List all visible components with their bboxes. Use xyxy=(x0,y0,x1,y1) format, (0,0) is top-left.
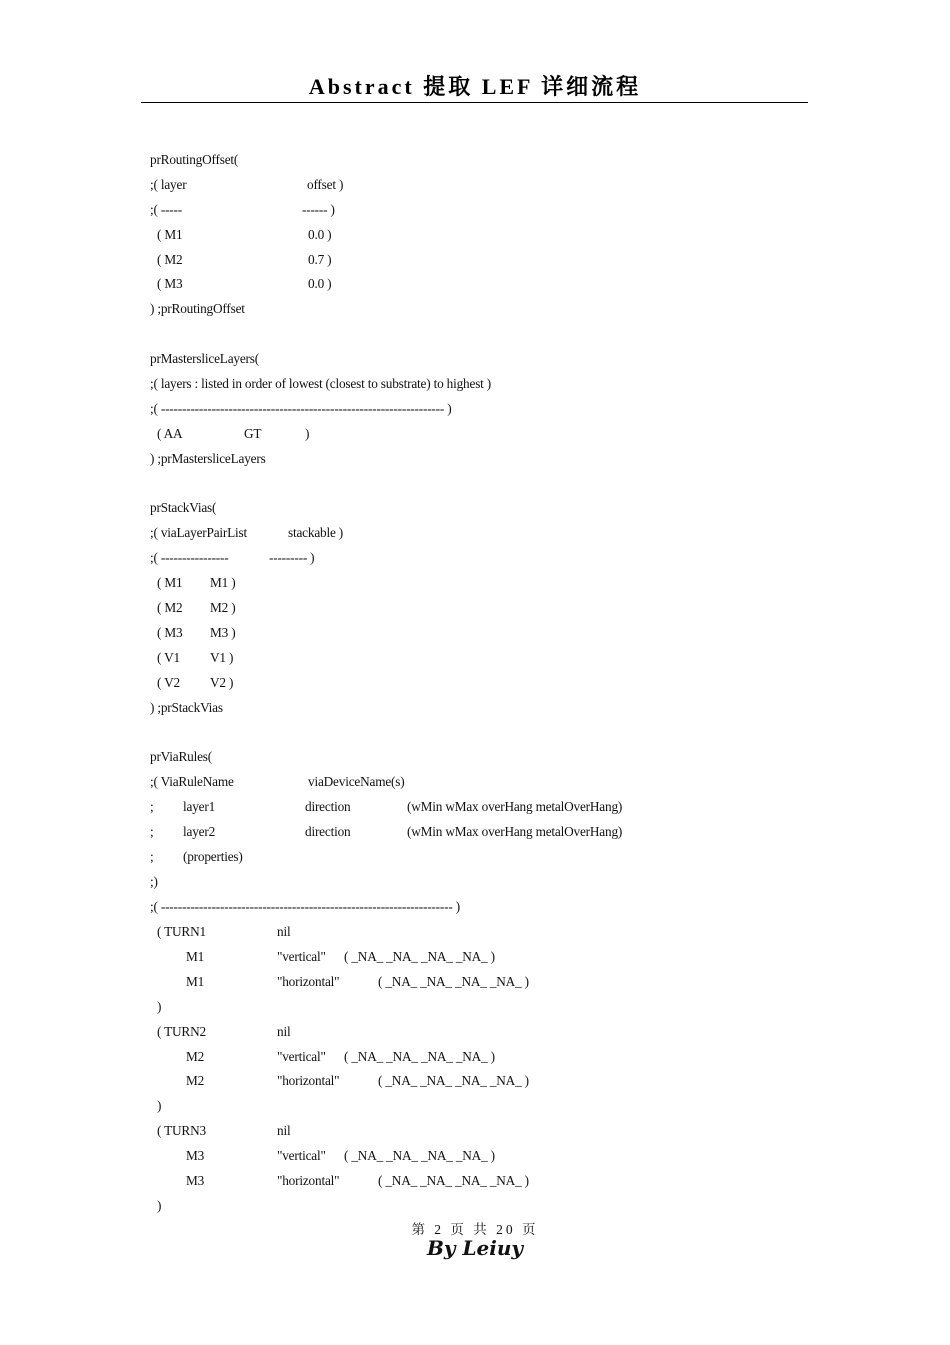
stack-vias-row-b: M3 ) xyxy=(210,625,236,640)
via-rules-open: prViaRules( xyxy=(150,749,212,764)
via-rule-v-vals: ( _NA_ _NA_ _NA_ _NA_ ) xyxy=(344,1148,495,1163)
via-rules-layer1-params: (wMin wMax overHang metalOverHang) xyxy=(407,799,623,814)
stack-vias-head-list: ;( viaLayerPairList xyxy=(150,525,247,540)
masterslice-close: ) ;prMastersliceLayers xyxy=(150,451,266,466)
masterslice-dash: ;( ------------------------------------------------------------------- ) xyxy=(150,401,452,416)
stack-vias-row-a: ( V1 xyxy=(157,650,180,665)
routing-offset-head-offset: offset ) xyxy=(307,177,344,192)
stack-vias-close: ) ;prStackVias xyxy=(150,700,223,715)
stack-vias-dash-1: ;( ---------------- xyxy=(150,550,229,565)
via-rule-name: ( TURN2 xyxy=(157,1024,206,1039)
via-rule-h-vals: ( _NA_ _NA_ _NA_ _NA_ ) xyxy=(378,1173,529,1188)
via-rule-v-layer: M3 xyxy=(186,1148,205,1163)
via-rules-layer2-name: layer2 xyxy=(183,824,216,839)
via-rule-close: ) xyxy=(157,1098,162,1113)
via-rules-head-name: ;( ViaRuleName xyxy=(150,774,234,789)
via-rule-device: nil xyxy=(277,1123,291,1138)
via-rule-h-layer: M3 xyxy=(186,1173,205,1188)
stack-vias-row-b: M2 ) xyxy=(210,600,236,615)
via-rules-layer1-direction: direction xyxy=(305,799,351,814)
via-rules-dash: ;( --------------------------------------------------------------------- ) xyxy=(150,899,460,914)
via-rule-h-dir: "horizontal" xyxy=(277,1173,340,1188)
via-rule-h-layer: M1 xyxy=(186,974,205,989)
via-rules-head-device: viaDeviceName(s) xyxy=(308,774,405,789)
routing-offset-head-layer: ;( layer xyxy=(150,177,187,192)
routing-offset-row-offset: 0.7 ) xyxy=(308,252,332,267)
via-rule-v-dir: "vertical" xyxy=(277,1148,326,1163)
page-header-title: Abstract 提取 LEF 详细流程 xyxy=(308,74,642,99)
page-number: 第 2 页 共 20 页 xyxy=(411,1222,539,1237)
via-rule-name: ( TURN3 xyxy=(157,1123,206,1138)
via-rules-props-semi: ; xyxy=(150,849,154,864)
via-rule-h-vals: ( _NA_ _NA_ _NA_ _NA_ ) xyxy=(378,974,529,989)
via-rule-h-layer: M2 xyxy=(186,1073,205,1088)
via-rule-close: ) xyxy=(157,1198,162,1213)
via-rule-v-layer: M1 xyxy=(186,949,205,964)
via-rule-v-dir: "vertical" xyxy=(277,949,326,964)
via-rule-v-vals: ( _NA_ _NA_ _NA_ _NA_ ) xyxy=(344,949,495,964)
stack-vias-row-b: M1 ) xyxy=(210,575,236,590)
routing-offset-dash-1: ;( ----- xyxy=(150,202,182,217)
masterslice-comment: ;( layers : listed in order of lowest (closest to substrate) to highest ) xyxy=(150,376,492,391)
via-rule-v-layer: M2 xyxy=(186,1049,205,1064)
via-rule-h-vals: ( _NA_ _NA_ _NA_ _NA_ ) xyxy=(378,1073,529,1088)
via-rule-device: nil xyxy=(277,924,291,939)
routing-offset-row-layer: ( M3 xyxy=(157,276,183,291)
stack-vias-row-b: V2 ) xyxy=(210,675,234,690)
header-rule xyxy=(141,102,808,103)
routing-offset-row-layer: ( M2 xyxy=(157,252,183,267)
via-rules-layer1-semi: ; xyxy=(150,799,154,814)
via-rules-layer2-direction: direction xyxy=(305,824,351,839)
masterslice-open: prMastersliceLayers( xyxy=(150,351,259,366)
stack-vias-row-a: ( M1 xyxy=(157,575,183,590)
via-rule-name: ( TURN1 xyxy=(157,924,206,939)
stack-vias-dash-2: --------- ) xyxy=(269,550,315,565)
routing-offset-row-offset: 0.0 ) xyxy=(308,227,332,242)
stack-vias-head-stackable: stackable ) xyxy=(288,525,344,540)
via-rules-semi-close: ;) xyxy=(150,874,158,889)
routing-offset-dash-2: ------ ) xyxy=(302,202,335,217)
masterslice-row-gt: GT xyxy=(244,426,262,441)
stack-vias-row-a: ( V2 xyxy=(157,675,180,690)
stack-vias-row-a: ( M3 xyxy=(157,625,183,640)
routing-offset-row-offset: 0.0 ) xyxy=(308,276,332,291)
via-rule-h-dir: "horizontal" xyxy=(277,974,340,989)
stack-vias-open: prStackVias( xyxy=(150,500,217,515)
via-rules-props: (properties) xyxy=(183,849,243,864)
masterslice-row-close: ) xyxy=(305,426,310,441)
stack-vias-row-b: V1 ) xyxy=(210,650,234,665)
via-rule-h-dir: "horizontal" xyxy=(277,1073,340,1088)
via-rule-v-dir: "vertical" xyxy=(277,1049,326,1064)
via-rules-layer1-name: layer1 xyxy=(183,799,216,814)
via-rules-layer2-params: (wMin wMax overHang metalOverHang) xyxy=(407,824,623,839)
via-rule-v-vals: ( _NA_ _NA_ _NA_ _NA_ ) xyxy=(344,1049,495,1064)
stack-vias-row-a: ( M2 xyxy=(157,600,183,615)
routing-offset-row-layer: ( M1 xyxy=(157,227,183,242)
masterslice-row-aa: ( AA xyxy=(157,426,183,441)
routing-offset-open: prRoutingOffset( xyxy=(150,152,239,167)
routing-offset-close: ) ;prRoutingOffset xyxy=(150,301,245,316)
author-signature: By Leiuy xyxy=(426,1236,524,1260)
via-rule-device: nil xyxy=(277,1024,291,1039)
via-rule-close: ) xyxy=(157,999,162,1014)
via-rules-layer2-semi: ; xyxy=(150,824,154,839)
